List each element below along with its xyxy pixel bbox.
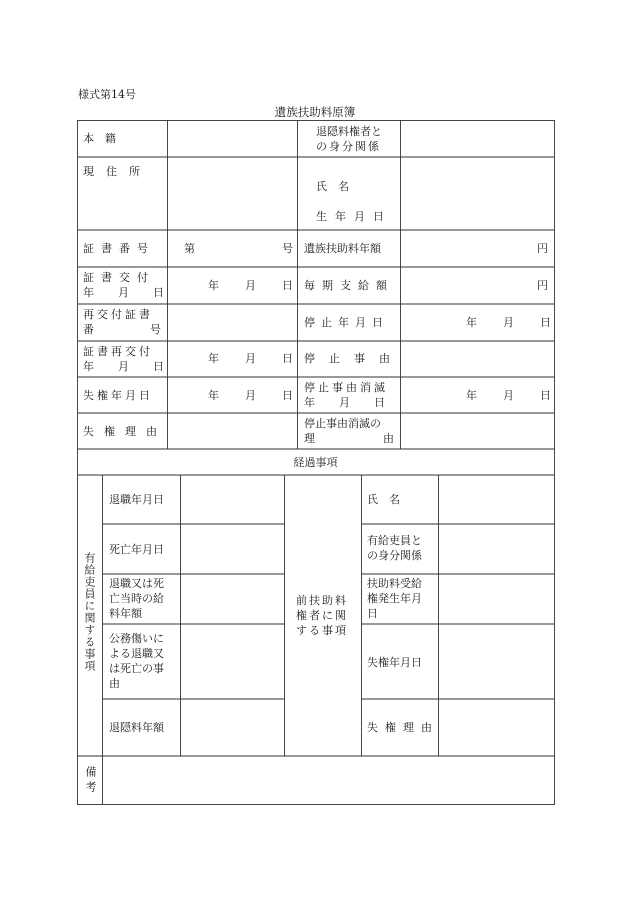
stop-month: 月 bbox=[503, 316, 514, 329]
former-loss-reason-label: 失権理由 bbox=[367, 721, 439, 734]
issue-date-label: 証書交付 年月日 bbox=[83, 271, 188, 299]
cert-no-label: 証書番号 bbox=[83, 242, 155, 255]
birth-label: 生年月日 bbox=[316, 210, 392, 223]
stop-year: 年 bbox=[466, 316, 477, 329]
official-side-label: 有給吏員に関する事項 bbox=[83, 552, 96, 672]
retire-death-pay-label: 退職又は死 亡当時の給 料年額 bbox=[109, 577, 164, 620]
stop-reason-label: 停止事由 bbox=[304, 352, 404, 365]
loss-date-label: 失権年月日 bbox=[83, 389, 153, 402]
issue-day: 日 bbox=[282, 279, 293, 292]
loss-year: 年 bbox=[208, 389, 219, 402]
official-relation-label: 有給吏員と の身分関係 bbox=[367, 534, 422, 562]
stop-date-label: 停止年月日 bbox=[304, 316, 389, 329]
former-loss-date-label: 失権年月日 bbox=[367, 656, 422, 669]
cert-no-suffix: 号 bbox=[282, 242, 293, 255]
loss-month: 月 bbox=[245, 389, 256, 402]
injury-reason-label: 公務傷いに よる退職又 は死亡の事 由 bbox=[109, 632, 164, 690]
issue-month: 月 bbox=[245, 279, 256, 292]
annual-amount-label: 遺族扶助料年額 bbox=[304, 242, 381, 255]
form-title: 遺族扶助料原簿 bbox=[274, 105, 356, 119]
pension-origin-label: 扶助料受給 権発生年月 日 bbox=[367, 577, 422, 620]
former-name-label: 氏 名 bbox=[367, 493, 400, 506]
loss-day: 日 bbox=[282, 389, 293, 402]
remarks-label: 備考 bbox=[84, 766, 97, 796]
retire-date-label: 退職年月日 bbox=[109, 493, 164, 506]
reissue-year: 年 bbox=[208, 352, 219, 365]
relation-label: 退隠料権者と の身分関係 bbox=[316, 125, 382, 153]
stop-extinct-date-label: 停止事由消滅 年月日 bbox=[304, 381, 409, 409]
reissue-date-label: 証書再交付 年月日 bbox=[83, 345, 188, 373]
issue-year: 年 bbox=[208, 279, 219, 292]
stop-extinct-reason-label: 停止事由消滅の 理由 bbox=[304, 417, 462, 445]
reissue-cert-label: 再交付証書 番号 bbox=[83, 308, 217, 336]
pension-amount-label: 退隠料年額 bbox=[109, 721, 164, 734]
yen-1: 円 bbox=[537, 242, 548, 255]
address-label: 現住所 bbox=[83, 165, 152, 178]
reissue-month: 月 bbox=[245, 352, 256, 365]
period-payment-label: 毎期支給額 bbox=[304, 279, 394, 292]
history-heading: 経過事項 bbox=[293, 456, 338, 469]
form-number: 様式第14号 bbox=[78, 88, 136, 101]
extinct-year: 年 bbox=[466, 389, 477, 402]
cert-no-prefix: 第 bbox=[184, 242, 195, 255]
yen-2: 円 bbox=[537, 279, 548, 292]
name-label: 氏 名 bbox=[316, 180, 349, 193]
extinct-month: 月 bbox=[503, 389, 514, 402]
honseki-label: 本 籍 bbox=[83, 132, 116, 145]
stop-day: 日 bbox=[540, 316, 551, 329]
extinct-day: 日 bbox=[540, 389, 551, 402]
loss-reason-label: 失権理由 bbox=[83, 425, 167, 438]
former-holder-label: 前扶助料 権者に関 する事項 bbox=[296, 594, 348, 637]
death-date-label: 死亡年月日 bbox=[109, 543, 164, 556]
reissue-day: 日 bbox=[282, 352, 293, 365]
